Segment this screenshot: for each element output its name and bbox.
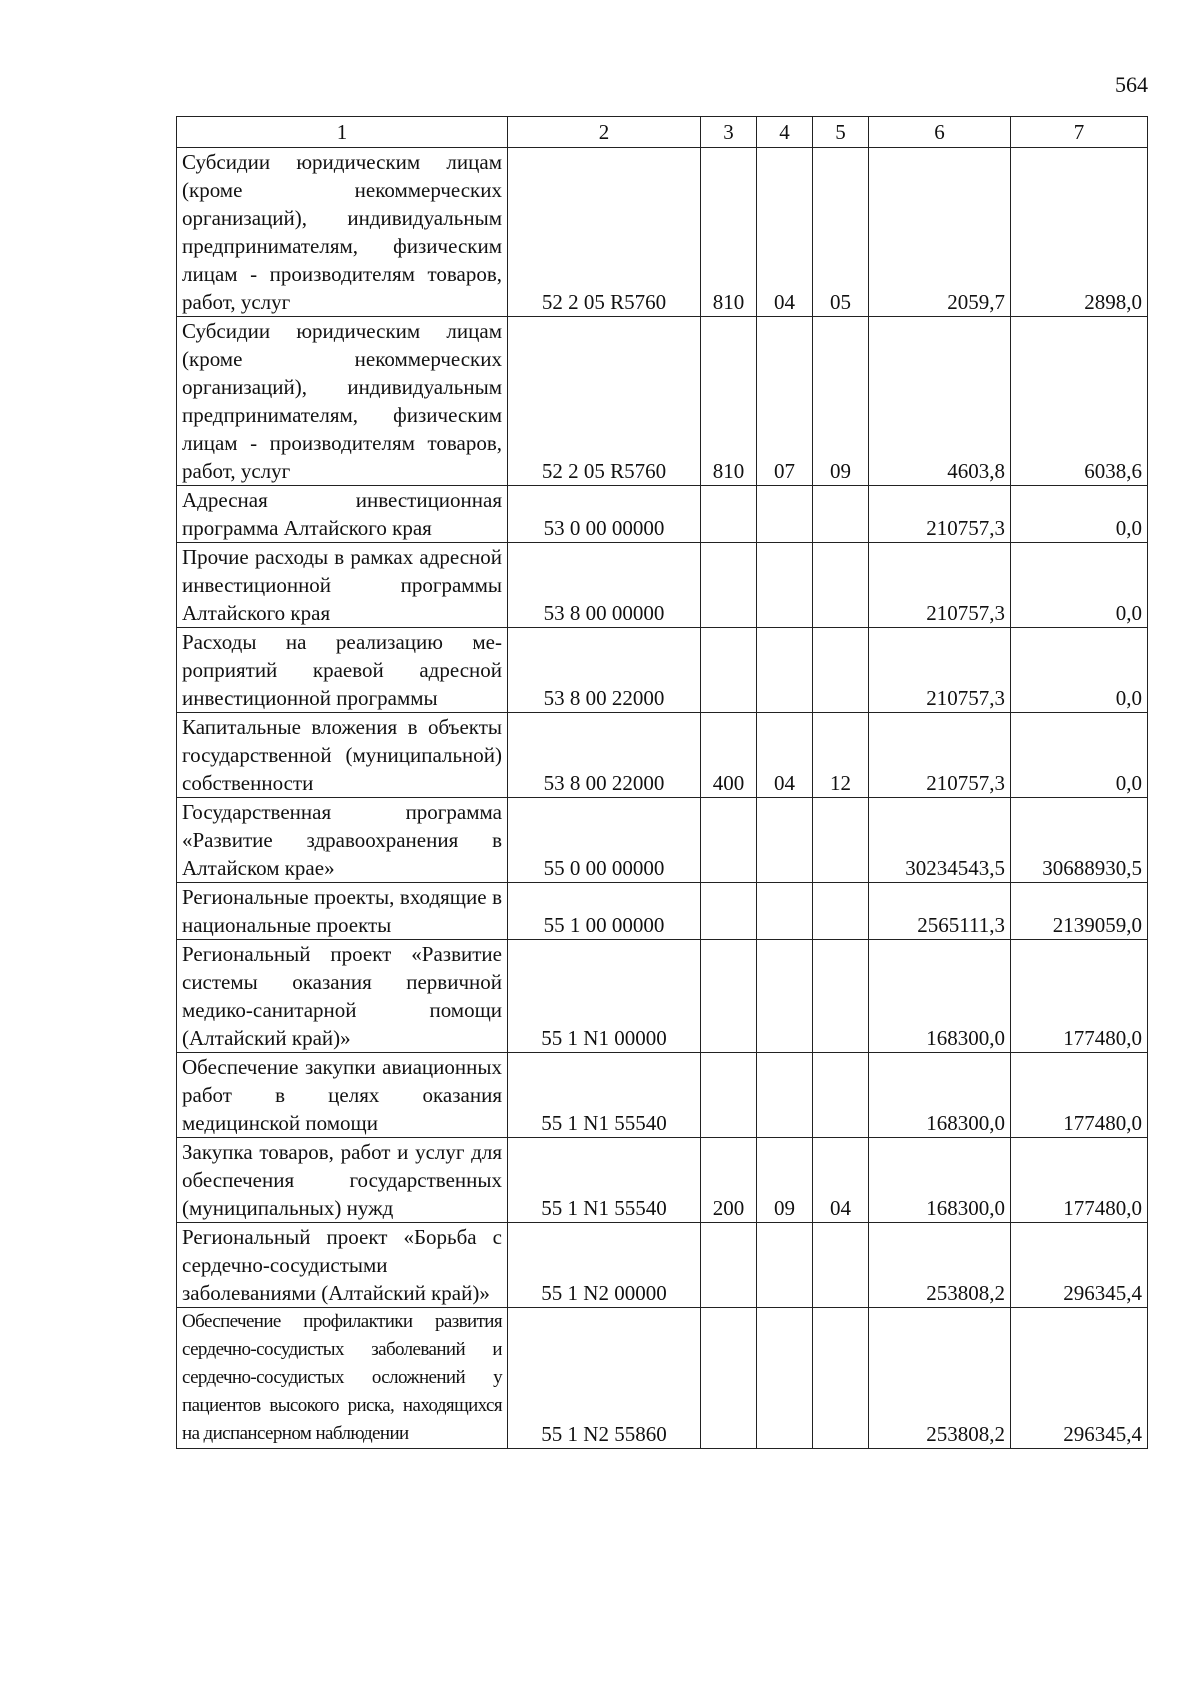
row-code: 55 1 N2 00000 xyxy=(508,1223,701,1308)
header-col-5: 5 xyxy=(813,117,869,148)
row-value-col7: 2898,0 xyxy=(1011,148,1148,317)
row-col4 xyxy=(757,628,813,713)
row-name: Региональный проект «Борьба с сердечно-сосудистыми заболеваниями (Алтайский край)» xyxy=(177,1223,508,1308)
header-col-3: 3 xyxy=(701,117,757,148)
row-name: Субсидии юридическим лицам (кроме некоммерческих организаций), индивидуальным предпринимателям, физическим лицам - производителям товаров, работ, услуг xyxy=(177,317,508,486)
row-code: 52 2 05 R5760 xyxy=(508,317,701,486)
table-row xyxy=(177,1308,1148,1449)
row-value-col6: 210757,3 xyxy=(869,543,1011,628)
row-value-col6: 2059,7 xyxy=(869,148,1011,317)
row-value-col6: 168300,0 xyxy=(869,1138,1011,1223)
row-col4: 04 xyxy=(757,713,813,798)
header-col-2: 2 xyxy=(508,117,701,148)
table-row xyxy=(177,1223,1148,1308)
row-name: Субсидии юридическим лицам (кроме некоммерческих организаций), индивидуальным предпринимателям, физическим лицам - производителям товаров, работ, услуг xyxy=(177,148,508,317)
row-value-col7: 0,0 xyxy=(1011,543,1148,628)
row-value-col6: 30234543,5 xyxy=(869,798,1011,883)
row-code: 55 1 N2 55860 xyxy=(508,1308,701,1449)
row-col3 xyxy=(701,883,757,940)
table-row xyxy=(177,543,1148,628)
row-col5 xyxy=(813,1308,869,1449)
table-row xyxy=(177,317,1148,486)
row-code: 53 8 00 22000 xyxy=(508,628,701,713)
row-name: Закупка товаров, работ и услуг для обеспечения государственных (муниципальных) нужд xyxy=(177,1138,508,1223)
row-code: 55 1 N1 00000 xyxy=(508,940,701,1053)
budget-table xyxy=(176,116,1148,1449)
row-value-col6: 210757,3 xyxy=(869,486,1011,543)
table-row xyxy=(177,486,1148,543)
row-code: 55 1 N1 55540 xyxy=(508,1138,701,1223)
row-value-col6: 168300,0 xyxy=(869,940,1011,1053)
row-col3: 810 xyxy=(701,317,757,486)
row-col4 xyxy=(757,940,813,1053)
row-name: Государственная программа «Развитие здравоохранения в Алтайском крае» xyxy=(177,798,508,883)
row-col3 xyxy=(701,1053,757,1138)
row-col3 xyxy=(701,1308,757,1449)
row-value-col7: 0,0 xyxy=(1011,628,1148,713)
row-col3: 400 xyxy=(701,713,757,798)
row-col3 xyxy=(701,798,757,883)
row-code: 53 8 00 22000 xyxy=(508,713,701,798)
header-col-7: 7 xyxy=(1011,117,1148,148)
row-code: 53 8 00 00000 xyxy=(508,543,701,628)
row-col5: 09 xyxy=(813,317,869,486)
row-value-col7: 296345,4 xyxy=(1011,1223,1148,1308)
row-col5 xyxy=(813,883,869,940)
row-col4: 07 xyxy=(757,317,813,486)
row-code: 53 0 00 00000 xyxy=(508,486,701,543)
row-value-col7: 2139059,0 xyxy=(1011,883,1148,940)
row-col3 xyxy=(701,628,757,713)
row-code: 55 0 00 00000 xyxy=(508,798,701,883)
row-col5: 05 xyxy=(813,148,869,317)
row-value-col6: 2565111,3 xyxy=(869,883,1011,940)
row-col5 xyxy=(813,628,869,713)
table-row xyxy=(177,1138,1148,1223)
row-col3 xyxy=(701,1223,757,1308)
table-row xyxy=(177,628,1148,713)
row-name: Адресная инвестиционная программа Алтайского края xyxy=(177,486,508,543)
row-col5 xyxy=(813,798,869,883)
header-col-4: 4 xyxy=(757,117,813,148)
table-row xyxy=(177,883,1148,940)
table-row xyxy=(177,798,1148,883)
row-col4 xyxy=(757,883,813,940)
row-name: Региональный проект «Развитие системы оказания первичной медико-санитарной помощи (Алтайский край)» xyxy=(177,940,508,1053)
row-col4: 04 xyxy=(757,148,813,317)
row-value-col7: 0,0 xyxy=(1011,486,1148,543)
row-col5 xyxy=(813,486,869,543)
row-col4 xyxy=(757,798,813,883)
row-col3 xyxy=(701,543,757,628)
row-col3 xyxy=(701,940,757,1053)
row-col5: 04 xyxy=(813,1138,869,1223)
row-value-col6: 168300,0 xyxy=(869,1053,1011,1138)
row-col3 xyxy=(701,486,757,543)
row-name: Обеспечение профилактики развития сердечно-сосудистых заболеваний и сердечно-сосудистых осложнений у пациентов высокого риска, находящихся на диспансерном наблюдении xyxy=(177,1308,508,1449)
row-col4 xyxy=(757,1223,813,1308)
row-name: Обеспечение закупки авиационных работ в целях оказания медицинской помощи xyxy=(177,1053,508,1138)
row-col5 xyxy=(813,1223,869,1308)
row-name: Расходы на реализацию мероприятий краевой адресной инвестиционной программы xyxy=(177,628,508,713)
row-name: Прочие расходы в рамках адресной инвестиционной программы Алтайского края xyxy=(177,543,508,628)
table-row xyxy=(177,1053,1148,1138)
row-value-col6: 4603,8 xyxy=(869,317,1011,486)
row-name: Региональные проекты, входящие в национальные проекты xyxy=(177,883,508,940)
row-value-col7: 6038,6 xyxy=(1011,317,1148,486)
row-col4 xyxy=(757,1308,813,1449)
row-col4 xyxy=(757,543,813,628)
header-row xyxy=(177,117,1148,148)
row-value-col6: 210757,3 xyxy=(869,628,1011,713)
row-value-col7: 177480,0 xyxy=(1011,1053,1148,1138)
row-col4 xyxy=(757,1053,813,1138)
row-code: 52 2 05 R5760 xyxy=(508,148,701,317)
row-value-col7: 30688930,5 xyxy=(1011,798,1148,883)
row-col4: 09 xyxy=(757,1138,813,1223)
row-code: 55 1 00 00000 xyxy=(508,883,701,940)
row-col5 xyxy=(813,1053,869,1138)
row-col5 xyxy=(813,940,869,1053)
row-col4 xyxy=(757,486,813,543)
row-value-col6: 253808,2 xyxy=(869,1223,1011,1308)
table-row xyxy=(177,940,1148,1053)
row-col3: 810 xyxy=(701,148,757,317)
header-col-6: 6 xyxy=(869,117,1011,148)
row-name: Капитальные вложения в объекты государственной (муниципальной) собственности xyxy=(177,713,508,798)
row-value-col6: 210757,3 xyxy=(869,713,1011,798)
row-col3: 200 xyxy=(701,1138,757,1223)
row-col5 xyxy=(813,543,869,628)
row-value-col7: 177480,0 xyxy=(1011,940,1148,1053)
page-number: 564 xyxy=(1115,72,1148,97)
header-col-1: 1 xyxy=(177,117,508,148)
row-code: 55 1 N1 55540 xyxy=(508,1053,701,1138)
row-value-col7: 0,0 xyxy=(1011,713,1148,798)
row-value-col6: 253808,2 xyxy=(869,1308,1011,1449)
table-row xyxy=(177,713,1148,798)
row-value-col7: 296345,4 xyxy=(1011,1308,1148,1449)
row-value-col7: 177480,0 xyxy=(1011,1138,1148,1223)
table-row xyxy=(177,148,1148,317)
row-col5: 12 xyxy=(813,713,869,798)
